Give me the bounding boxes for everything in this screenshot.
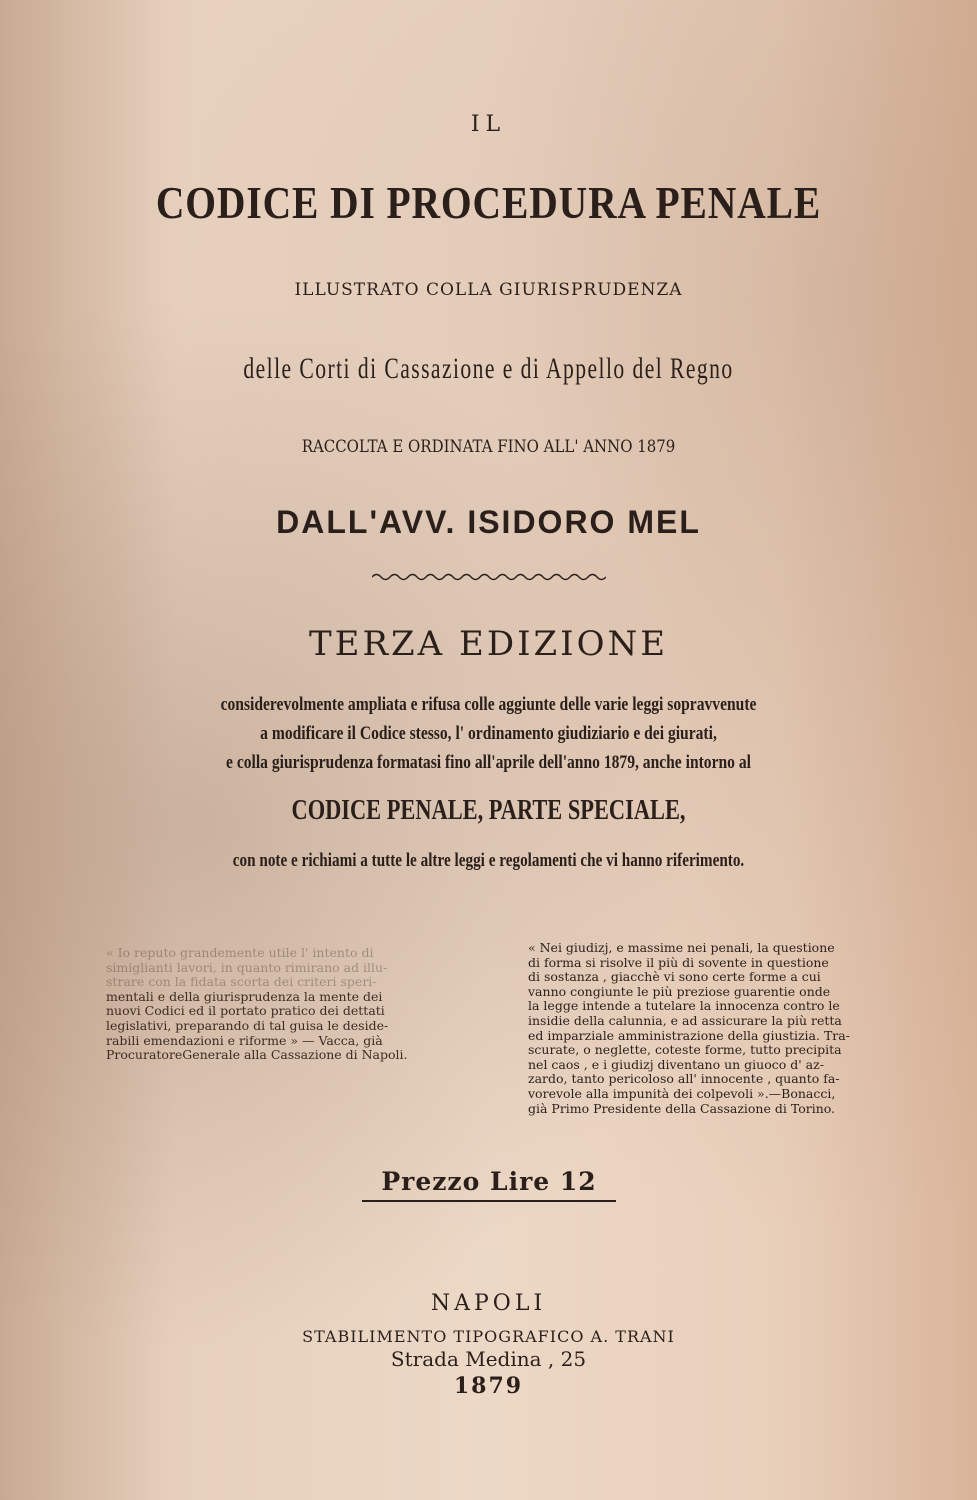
quote-line: di forma si risolve il più di sovente in questione xyxy=(528,954,829,970)
quote-line: insidie della calunnia, e ad assicurare la più retta xyxy=(528,1012,842,1028)
main-title: CODICE DI PROCEDURA PENALE xyxy=(155,177,822,228)
quote-line: mentali e della giurisprudenza la mente dei xyxy=(106,988,383,1004)
code-title: CODICE PENALE, PARTE SPECIALE, xyxy=(291,795,686,826)
price-block xyxy=(300,1167,678,1202)
price-underline xyxy=(362,1200,616,1202)
quote-line: nel caos , e i giudizj diventano un giuoco d' az- xyxy=(528,1056,824,1072)
quote-line: nuovi Codici ed il portato pratico dei dettati xyxy=(106,1003,385,1019)
imprint-year: 1879 xyxy=(453,1373,524,1399)
quote-line: ProcuratoreGenerale alla Cassazione di Napoli. xyxy=(106,1047,408,1063)
edition-description xyxy=(88,690,889,777)
subtitle-collected: RACCOLTA E ORDINATA FINO ALL' ANNO 1879 xyxy=(301,437,676,457)
quote-line: già Primo Presidente della Cassazione di Torino. xyxy=(528,1100,836,1116)
quote-line: « Io reputo grandemente utile l' intento di xyxy=(106,945,374,960)
quote-vacca xyxy=(106,945,408,1063)
imprint-city: NAPOLI xyxy=(430,1291,547,1316)
decorative-wavy-rule xyxy=(372,570,606,584)
quote-line: vorevole alla impunità dei colpevoli ».—Bonacci, xyxy=(528,1085,836,1101)
quote-line: simiglianti lavori, in quanto rimirano ad illu- xyxy=(106,959,388,975)
quote-line: legislativi, preparando di tal guisa le deside- xyxy=(106,1017,389,1033)
quote-line: scurate, o neglette, coteste forme, tutto precipita xyxy=(528,1042,842,1058)
subtitle-courts: delle Corti di Cassazione e di Appello del Regno xyxy=(243,352,734,385)
imprint-street: Strada Medina , 25 xyxy=(390,1347,587,1371)
title-article: IL xyxy=(470,112,507,137)
quote-line: « Nei giudizj, e massime nei penali, la questione xyxy=(528,940,835,955)
description-line: a modificare il Codice stesso, l' ordinamento giudiziario e dei giurati, xyxy=(260,723,717,744)
price: Prezzo Lire 12 xyxy=(381,1167,597,1196)
quote-line: ed imparziale amministrazione della giustizia. Tra- xyxy=(528,1027,850,1043)
imprint-printer: STABILIMENTO TIPOGRAFICO A. TRANI xyxy=(302,1327,675,1346)
edition: TERZA EDIZIONE xyxy=(308,624,669,664)
subtitle-illustrated: ILLUSTRATO COLLA GIURISPRUDENZA xyxy=(294,280,683,300)
quote-line: di sostanza , giacchè vi sono certe forme a cui xyxy=(528,969,821,985)
quote-line: la legge intende a tutelare la innocenza contro le xyxy=(528,998,840,1014)
quote-bonacci xyxy=(528,940,850,1116)
quote-line: vanno congiunte le più preziose guarentie onde xyxy=(528,983,831,999)
quote-line: strare con la fidata scorta dei criteri speri- xyxy=(106,974,377,990)
quote-line: zardo, tanto pericoloso all' innocente , quanto fa- xyxy=(528,1071,840,1087)
description-line: e colla giurisprudenza formatasi fino all'aprile dell'anno 1879, anche intorno al xyxy=(226,752,751,773)
description-line: considerevolmente ampliata e rifusa colle aggiunte delle varie leggi sopravvenute xyxy=(220,694,757,715)
quote-line: rabili emendazioni e riforme » — Vacca, già xyxy=(106,1032,383,1048)
references-note: con note e richiami a tutte le altre leggi e regolamenti che vi hanno riferimento. xyxy=(232,850,745,871)
author: DALL'AVV. ISIDORO MEL xyxy=(276,504,701,540)
